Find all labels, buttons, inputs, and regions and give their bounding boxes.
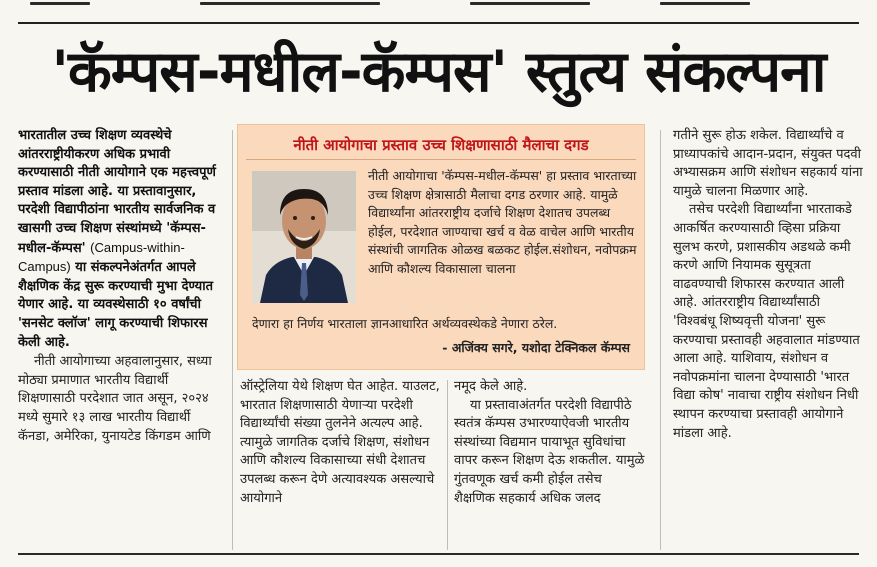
body-paragraph: नीती आयोगाच्या अहवालानुसार, सध्या मोठ्या प्रमाणात भारतीय विद्यार्थी शिक्षणासाठी परदेशात जात असून, २०२४ मध्ये सुमारे १३ लाख भारतीय विद्यार्थी कॅनडा, अमेरिका, युनायटेड किंगडम आणि xyxy=(18,354,212,444)
column-4 xyxy=(673,127,863,443)
opinion-box-heading: नीती आयोगाचा प्रस्ताव उच्च शिक्षणासाठी मैलाचा दगड xyxy=(293,136,589,154)
opinion-box-text: नीती आयोगाचा 'कॅम्पस-मधील-कॅम्पस' हा प्रस्ताव भारताच्या उच्च शिक्षण क्षेत्रासाठी मैलाचा दगड ठरणार आहे. यामुळे विद्यार्थ्यांना आंतरराष्ट्रीय दर्जाचे शिक्षण देशातच उपलब्ध होईल, परदेशात जाण्याचा खर्च व वेळ वाचेल आणि भारतीय संस्थांची जागतिक ओळख बळकट होईल.संशोधन, नवोपक्रम आणि कौशल्य विकासाला चालना xyxy=(368,168,637,276)
column-4-paragraph-1: गतीने सुरू होऊ शकेल. विद्यार्थ्यांचे व प्राध्यापकांचे आदान-प्रदान, संयुक्त पदवी अभ्यासक्रम आणि संशोधन सहकार्य यांना यामुळे चालना मिळणार आहे. xyxy=(673,128,863,199)
intro-text-2: या संकल्पनेअंतर्गत आपले शैक्षणिक केंद्र सुरू करण्याची मुभा देण्यात येणार आहे. या व्यवस्थेसाठी १० वर्षांची 'सनसेट क्लॉज' लागू करण्याची शिफारस केली आहे. xyxy=(18,260,213,350)
column-3-paragraph-2: या प्रस्तावाअंतर्गत परदेशी विद्यापीठे स्वतंत्र कॅम्पस उभारण्याऐवजी भारतीय संस्थांच्या विद्यमान पायाभूत सुविधांचा वापर करून शिक्षण देऊ शकतील. यामुळे गुंतवणूक खर्च कमी होईल तसेच शैक्षणिक सहकार्य अधिक जलद xyxy=(454,397,645,506)
opinion-box-rule xyxy=(246,159,636,160)
bottom-rule xyxy=(18,553,859,555)
column-divider xyxy=(447,380,448,550)
column-3-paragraph-1: नमूद केले आहे. xyxy=(454,379,528,394)
previous-article-strip xyxy=(0,0,877,10)
column-1 xyxy=(18,127,226,446)
intro-paragraph xyxy=(18,127,226,352)
intro-text-1: भारतातील उच्च शिक्षण व्यवस्थेचे आंतरराष्ट्रीयीकरण अधिक प्रभावी करण्यासाठी नीती आयोगाने एक महत्त्वपूर्ण प्रस्ताव मांडला आहे. या प्रस्तावानुसार, परदेशी विद्यापीठांना भारतीय सार्वजनिक व खासगी उच्च शिक्षण संस्थांमध्ये 'कॅम्पस-मधील-कॅम्पस' xyxy=(18,128,216,256)
opinion-box-text-continued: देणारा हा निर्णय भारताला ज्ञानआधारित अर्थव्यवस्थेकडे नेणारा ठरेल. xyxy=(252,316,558,331)
intro-english-term: (Campus-within-Campus) xyxy=(18,239,185,275)
top-rule xyxy=(18,22,859,24)
column-3 xyxy=(454,378,646,508)
column-4-paragraph-2: तसेच परदेशी विद्यार्थ्यांना भारताकडे आकर्षित करण्यासाठी व्हिसा प्रक्रिया सुलभ करणे, प्रशासकीय अडथळे कमी करणे आणि नियामक सुसूत्रता वाढवण्याची शिफारस करण्यात आली आहे. आंतरराष्ट्रीय विद्यार्थ्यांसाठी 'विश्वबंधू शिष्यवृत्ती योजना' सुरू करण्याचा प्रस्तावही अहवालात मांडण्यात आला आहे. याशिवाय, संशोधन व नवोपक्रमांना चालना देण्यासाठी 'भारत विद्या कोष' नावाचा राष्ट्रीय संशोधन निधी स्थापन करण्याचा प्रस्तावही आयोगाने मांडला आहे. xyxy=(673,202,860,441)
contributor-photo xyxy=(252,171,356,303)
column-2-paragraph: ऑस्ट्रेलिया येथे शिक्षण घेत आहेत. याउलट, भारतात शिक्षणासाठी येणाऱ्या परदेशी विद्यार्थ्यांची संख्या तुलनेने अत्यल्प आहे. त्यामुळे जागतिक दर्जाचे शिक्षण, संशोधन आणि कौशल्य विकासाच्या संधी देशातच उपलब्ध करून देणे अत्यावश्यक असल्याचे आयोगाने xyxy=(240,379,440,506)
contributor-credit: - अजिंक्य सगरे, यशोदा टेक्निकल कॅम्पस xyxy=(442,340,630,355)
column-divider xyxy=(232,130,233,550)
column-2 xyxy=(240,378,440,508)
column-divider xyxy=(660,130,661,550)
opinion-box xyxy=(237,124,645,370)
article-headline: 'कॅम्पस-मधील-कॅम्पस' स्तुत्य संकल्पना xyxy=(51,39,826,105)
